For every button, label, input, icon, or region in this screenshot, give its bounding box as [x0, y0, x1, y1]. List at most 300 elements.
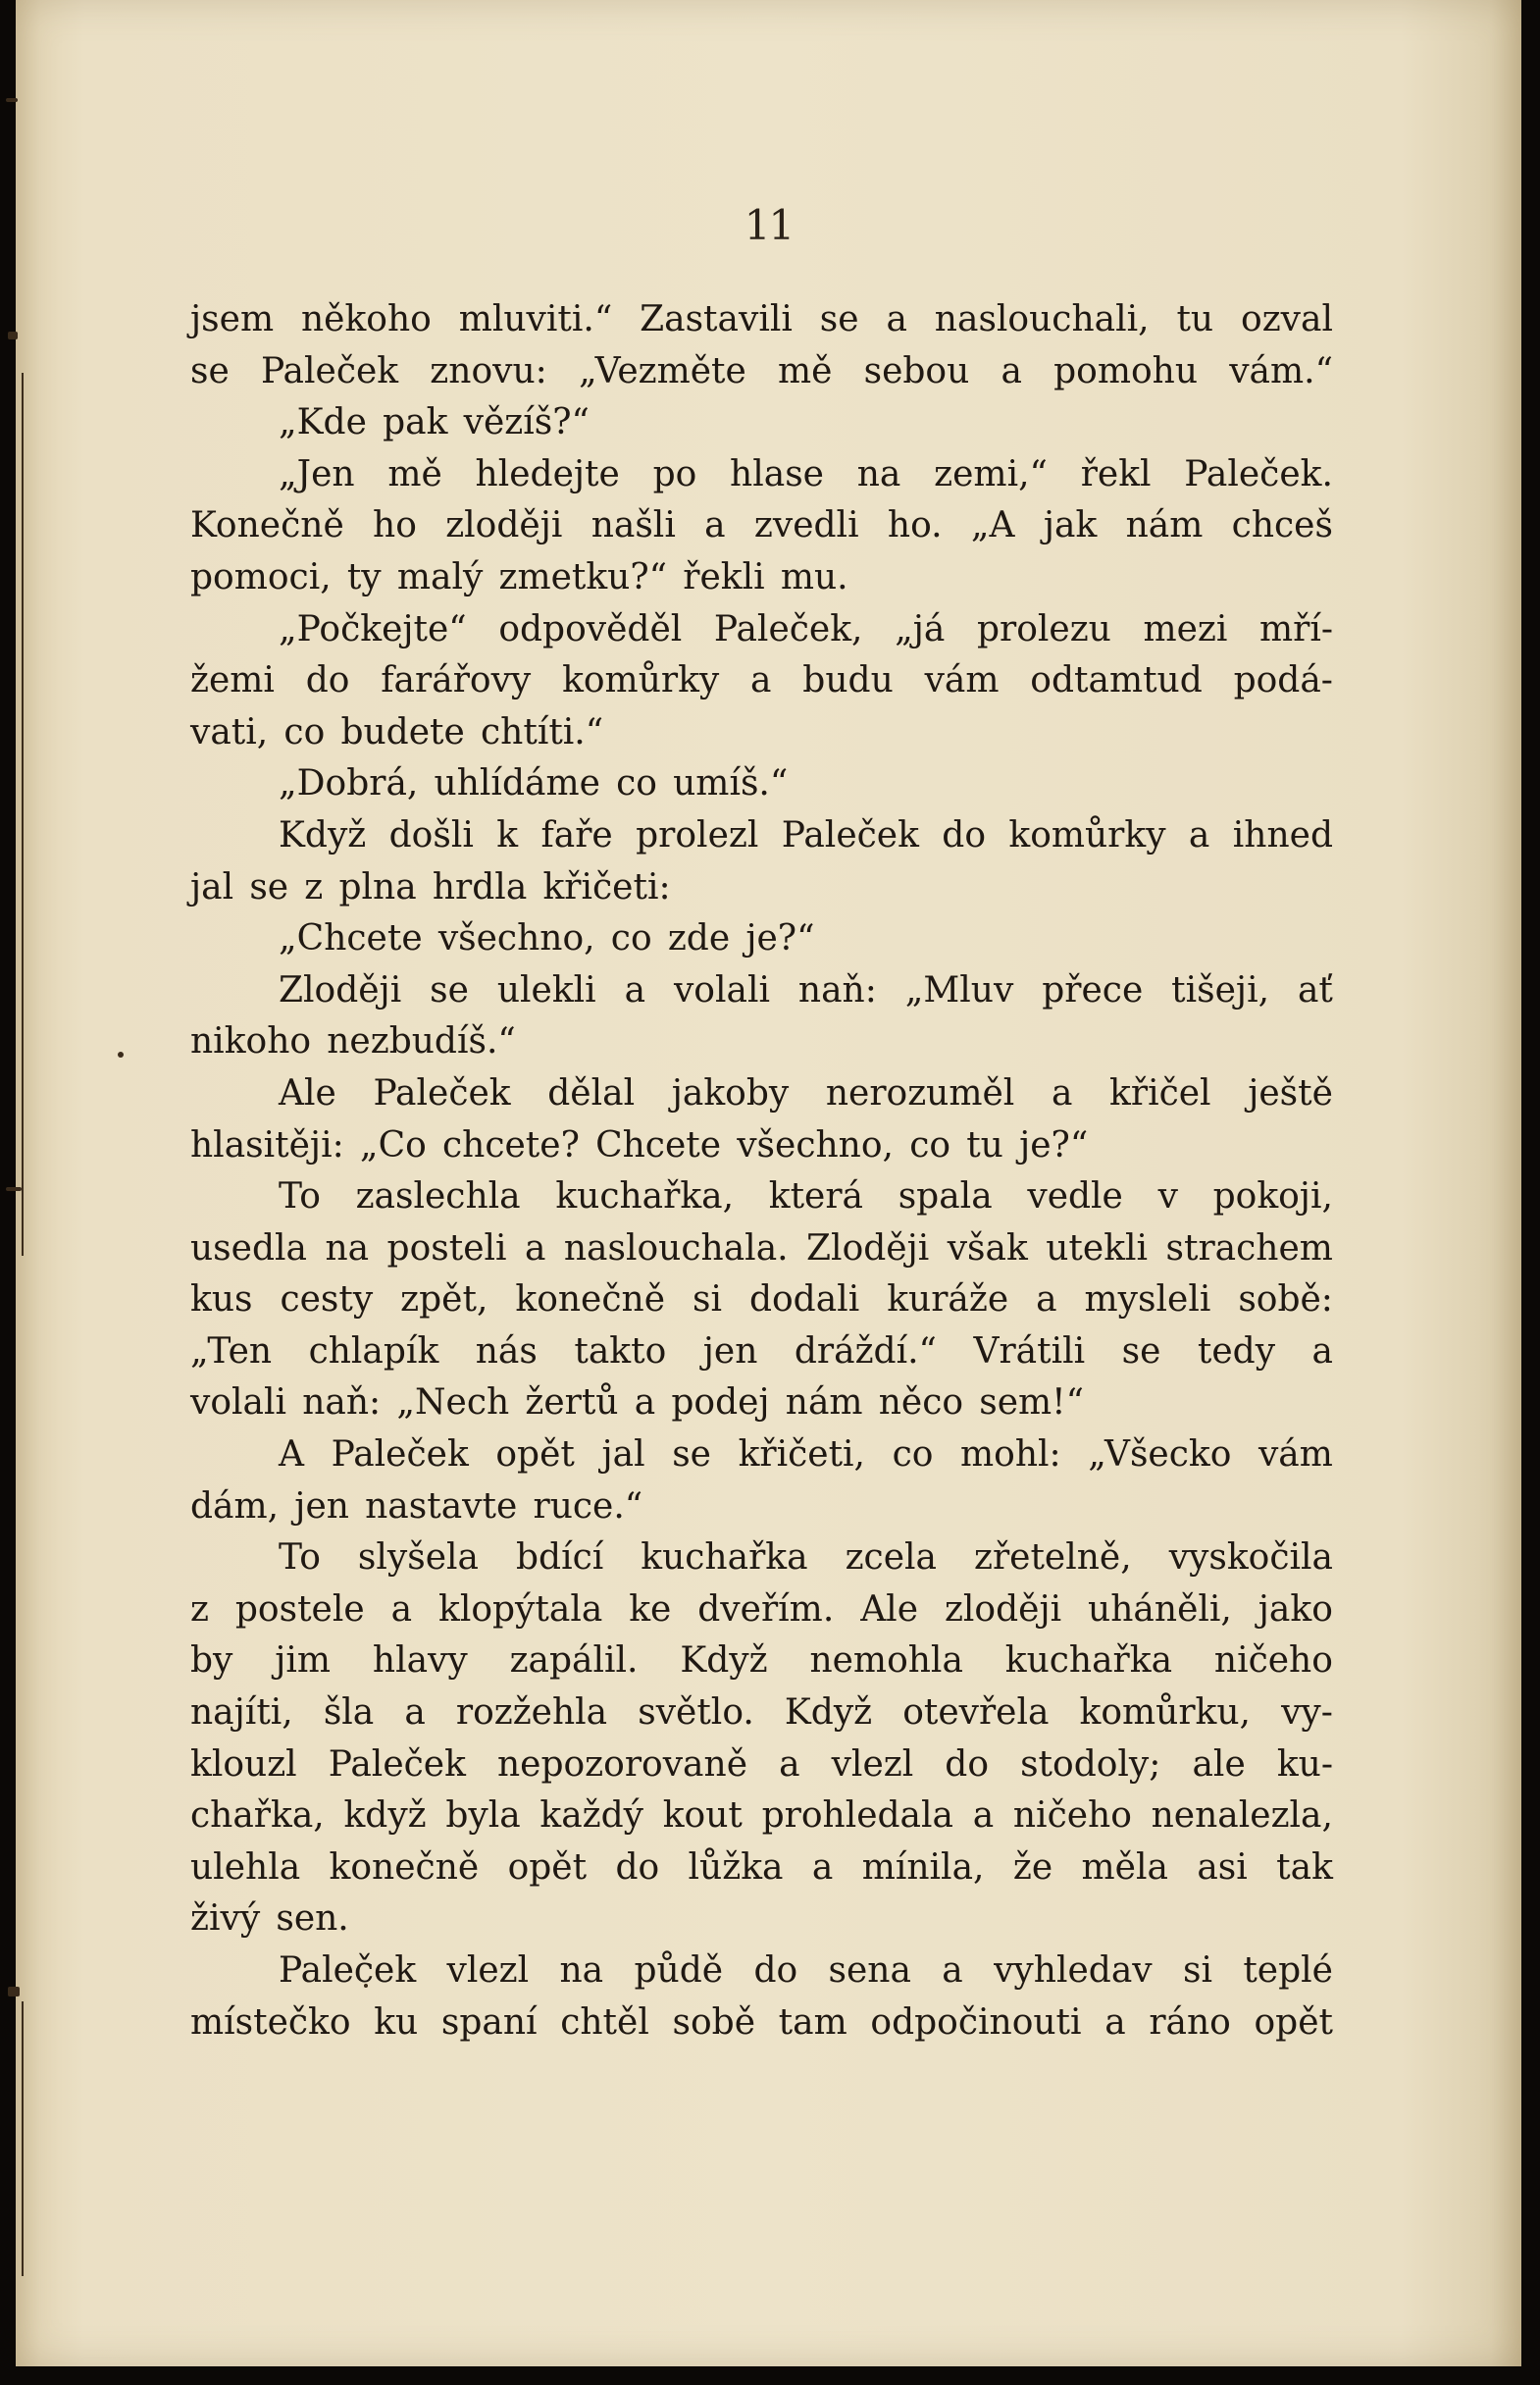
word: prolezl	[636, 814, 759, 855]
word: budu	[802, 660, 894, 701]
word: nenalezla,	[1151, 1795, 1333, 1837]
word: To	[279, 1176, 321, 1218]
text-line	[190, 1068, 1333, 1120]
word: Paleček	[328, 1743, 466, 1785]
book-page	[16, 0, 1521, 2366]
margin-dot	[118, 1052, 124, 1058]
text-line	[190, 1687, 1333, 1739]
word: hlasitěji:	[190, 1124, 344, 1166]
word: volali	[673, 969, 770, 1011]
text-line	[190, 1171, 1333, 1223]
word: kus	[190, 1279, 253, 1321]
word: uháněli,	[1088, 1588, 1232, 1630]
word: nás	[475, 1330, 538, 1372]
word: klopýtala	[438, 1588, 603, 1630]
word: komůrky	[562, 660, 720, 701]
word: farářovy	[381, 660, 532, 701]
word: „Vezměte	[578, 350, 746, 391]
word: nikoho	[190, 1021, 312, 1063]
word: chcete?	[441, 1124, 580, 1166]
word: takto	[574, 1330, 667, 1372]
word: dělal	[547, 1072, 636, 1114]
word: prolezu	[976, 608, 1111, 649]
word: světlo.	[638, 1692, 754, 1734]
word: vlezl	[446, 1950, 530, 1991]
word: by	[190, 1640, 233, 1682]
word: ozval	[1241, 299, 1333, 339]
word: „Mluv	[904, 969, 1014, 1011]
word: vám	[924, 660, 1000, 701]
word: otevřela	[902, 1692, 1050, 1734]
word: ulekli	[496, 969, 596, 1011]
word: a	[750, 660, 772, 701]
word: a	[811, 1846, 834, 1888]
text-line	[190, 1635, 1333, 1687]
text-line	[190, 810, 1333, 862]
word: jako	[1258, 1588, 1333, 1630]
word: něco	[878, 1382, 964, 1424]
text-line	[190, 1326, 1333, 1378]
word: ku-	[1276, 1743, 1333, 1785]
word: Chcete	[595, 1124, 722, 1166]
word: umíš.“	[673, 763, 789, 804]
text-line	[190, 965, 1333, 1017]
word: opět	[1254, 2001, 1333, 2043]
word: ruce.“	[533, 1485, 643, 1527]
word: ho.	[887, 505, 943, 546]
word: co	[283, 711, 326, 752]
page-number: 11	[744, 201, 794, 249]
word: dráždí.“	[794, 1330, 937, 1372]
word: naslouchala.	[563, 1227, 789, 1269]
word: vyhledav	[994, 1950, 1153, 1991]
word: znovu:	[430, 350, 547, 391]
word: vlezl	[831, 1743, 914, 1785]
word: jen	[702, 1330, 758, 1372]
word: hlase	[730, 453, 824, 494]
word: chtěl	[560, 2001, 649, 2043]
word: dveřím.	[697, 1588, 835, 1630]
word: nezbudíš.“	[327, 1021, 516, 1063]
word: Ale	[279, 1072, 336, 1114]
text-line	[190, 1739, 1333, 1791]
word: najíti,	[190, 1692, 293, 1734]
word: spala	[898, 1176, 993, 1218]
word: všechno,	[437, 918, 595, 959]
word: hrdla	[432, 866, 528, 907]
word: slyšela	[357, 1537, 479, 1579]
word: vězíš?“	[463, 402, 590, 443]
word: měla	[1081, 1846, 1168, 1888]
word: zmetku?“	[498, 556, 668, 597]
word: Paleček,	[713, 608, 863, 649]
word: nerozuměl	[825, 1072, 1015, 1114]
word: tam	[778, 2001, 847, 2043]
word: „Počkejte“	[279, 608, 467, 649]
word: tu	[966, 1124, 1003, 1166]
text-line	[190, 1997, 1333, 2049]
word: a	[1104, 2001, 1126, 2043]
word: sobě:	[1238, 1279, 1333, 1321]
word: místečko	[190, 2001, 351, 2043]
word: se	[249, 866, 289, 907]
word: „Kde	[279, 402, 367, 443]
word: Paleček.	[1184, 453, 1333, 494]
word: strachem	[1165, 1227, 1333, 1269]
word: mohl:	[960, 1434, 1061, 1476]
word: zapálil.	[509, 1640, 639, 1682]
word: zloději	[944, 1588, 1062, 1630]
word: mysleli	[1084, 1279, 1211, 1321]
word: ničeho	[1012, 1795, 1132, 1837]
text-line	[190, 1223, 1333, 1275]
word: Zloději	[279, 969, 402, 1011]
word: Vrátili	[973, 1330, 1086, 1372]
word: a	[524, 1227, 546, 1269]
word: vyskočila	[1168, 1537, 1333, 1579]
word: odtamtud	[1030, 660, 1203, 701]
word: lůžka	[688, 1846, 784, 1888]
word: budete	[340, 711, 465, 752]
text-line	[190, 1377, 1333, 1429]
word: sena	[828, 1950, 911, 1991]
word: chařka,	[190, 1795, 325, 1837]
text-line	[190, 346, 1333, 398]
word: podej	[671, 1382, 770, 1424]
text-line	[190, 449, 1333, 501]
word: a	[1051, 1072, 1073, 1114]
word: naň:	[797, 969, 877, 1011]
word: je?“	[745, 918, 815, 959]
word: si	[1182, 1950, 1212, 1991]
word: se	[672, 1434, 711, 1476]
word: chlapík	[308, 1330, 439, 1372]
word: faře	[540, 814, 613, 855]
word: kuchařka,	[555, 1176, 735, 1218]
word: co	[610, 918, 652, 959]
text-line	[190, 1893, 1333, 1945]
word: odpočinouti	[870, 2001, 1082, 2043]
word: Ale	[860, 1588, 919, 1630]
word: kout	[662, 1795, 743, 1837]
word: „Chcete	[279, 918, 423, 959]
word: řekli	[683, 556, 765, 597]
word: žertů	[525, 1382, 619, 1424]
word: Paleček	[373, 1072, 511, 1114]
word: jak	[1043, 505, 1098, 546]
margin-mark	[6, 98, 18, 102]
word: „Dobrá,	[279, 763, 419, 804]
word: „Nech	[396, 1382, 510, 1424]
word: Když	[279, 814, 367, 855]
word: a	[704, 505, 726, 546]
word: mezi	[1143, 608, 1228, 649]
text-line	[190, 1532, 1333, 1584]
text-line	[190, 1016, 1333, 1068]
word: tišeji,	[1171, 969, 1270, 1011]
word: zde	[667, 918, 731, 959]
word: jal	[601, 1434, 645, 1476]
word: v	[1157, 1176, 1178, 1218]
text-line	[190, 1842, 1333, 1894]
word: jsem	[190, 299, 275, 339]
word: vám	[1258, 1434, 1333, 1476]
word: Paleček	[260, 350, 399, 391]
word: jim	[275, 1640, 332, 1682]
word: zcela	[845, 1537, 937, 1579]
word: která	[768, 1176, 864, 1218]
word: se	[430, 969, 469, 1011]
word: dám,	[190, 1485, 280, 1527]
word: prohledala	[761, 1795, 953, 1837]
word: po	[652, 453, 697, 494]
word: se	[819, 299, 859, 339]
word: všechno,	[737, 1124, 894, 1166]
word: k	[496, 814, 519, 855]
word: konečně	[329, 1846, 480, 1888]
word: ještě	[1248, 1072, 1333, 1114]
text-line	[190, 1945, 1333, 1997]
word: „Ten	[190, 1330, 273, 1372]
word: komůrku,	[1079, 1692, 1251, 1734]
text-line	[190, 1584, 1333, 1636]
word: Paleček	[781, 814, 919, 855]
word: ulehla	[190, 1846, 301, 1888]
word: živý	[190, 1898, 261, 1940]
word: pokoji,	[1212, 1176, 1333, 1218]
word: a	[634, 1382, 656, 1424]
word: klouzl	[190, 1743, 297, 1785]
gutter-shadow-line	[22, 373, 24, 1256]
word: co	[892, 1434, 934, 1476]
text-line	[190, 1274, 1333, 1326]
word: bdící	[515, 1537, 604, 1579]
word: ku	[374, 2001, 419, 2043]
word: Paleček	[279, 1950, 417, 1991]
text-line	[190, 1790, 1333, 1842]
word: jakoby	[671, 1072, 790, 1114]
word: pak	[383, 402, 448, 443]
word: si	[692, 1279, 722, 1321]
word: co	[616, 763, 657, 804]
margin-mark	[8, 1987, 20, 1996]
word: ke	[629, 1588, 672, 1630]
word: Když	[784, 1692, 873, 1734]
text-line	[190, 1429, 1333, 1481]
word: Zloději	[806, 1227, 930, 1269]
text-line	[190, 604, 1333, 656]
word: posteli	[386, 1227, 507, 1269]
word: teplé	[1243, 1950, 1333, 1991]
word: řekl	[1080, 453, 1152, 494]
word: jal	[190, 866, 234, 907]
word: do	[305, 660, 350, 701]
word: mě	[387, 453, 442, 494]
word: však	[947, 1227, 1028, 1269]
word: hledejte	[475, 453, 620, 494]
word: Konečně	[190, 505, 344, 546]
word: kuchařka	[1004, 1640, 1173, 1682]
word: došli	[388, 814, 474, 855]
word: „Všecko	[1088, 1434, 1232, 1476]
word: a	[886, 299, 907, 339]
word: Zastavili	[640, 299, 793, 339]
word: zvedli	[753, 505, 859, 546]
word: sebou	[863, 350, 970, 391]
gutter-shadow-line-lower	[22, 2001, 24, 2276]
text-line	[190, 1120, 1333, 1172]
word: ale	[1192, 1743, 1246, 1785]
word: Paleček	[331, 1434, 469, 1476]
word: byla	[445, 1795, 521, 1837]
word: z	[304, 866, 324, 907]
word: a	[404, 1692, 426, 1734]
word: mu.	[780, 556, 848, 597]
word: a	[942, 1950, 963, 1991]
word: sen.	[276, 1898, 349, 1940]
word: zřetelně,	[973, 1537, 1132, 1579]
word: nepozorovaně	[496, 1743, 747, 1785]
word: chceš	[1231, 505, 1333, 546]
word: mě	[777, 350, 833, 391]
word: půdě	[634, 1950, 724, 1991]
word: A	[279, 1434, 304, 1476]
text-line	[190, 552, 1333, 604]
word: nastavte	[365, 1485, 518, 1527]
word: mří-	[1258, 608, 1333, 649]
word: asi	[1197, 1846, 1248, 1888]
word: se	[190, 350, 230, 391]
word: ať	[1297, 969, 1333, 1011]
word: usedla	[190, 1227, 307, 1269]
word: kuráže	[887, 1279, 1009, 1321]
word: utekli	[1046, 1227, 1149, 1269]
word: nemohla	[809, 1640, 963, 1682]
word: žemi	[190, 660, 275, 701]
word: zaslechla	[355, 1176, 521, 1218]
body-text	[190, 294, 1333, 2048]
word: každý	[539, 1795, 644, 1837]
word: někoho	[300, 299, 432, 339]
word: do	[942, 814, 986, 855]
word: nám	[785, 1382, 863, 1424]
text-line	[190, 707, 1333, 759]
word: když	[343, 1795, 427, 1837]
word: pomoci,	[190, 556, 332, 597]
word: jen	[294, 1485, 349, 1527]
word: kuchařka	[641, 1537, 808, 1579]
word: naň:	[302, 1382, 382, 1424]
word: co	[909, 1124, 951, 1166]
word: mluviti.“	[458, 299, 613, 339]
word: tak	[1276, 1846, 1333, 1888]
word: vám.“	[1229, 350, 1333, 391]
word: je?“	[1019, 1124, 1089, 1166]
word: uhlídáme	[434, 763, 600, 804]
word: hlavy	[372, 1640, 468, 1682]
word: že	[1012, 1846, 1053, 1888]
word: do	[753, 1950, 798, 1991]
text-line	[190, 913, 1333, 965]
text-line	[190, 862, 1333, 914]
word: do	[615, 1846, 660, 1888]
word: křičel	[1109, 1072, 1211, 1114]
word: a	[390, 1588, 413, 1630]
word: šla	[323, 1692, 375, 1734]
word: a	[1001, 350, 1022, 391]
text-line	[190, 655, 1333, 707]
word: křičeti,	[738, 1434, 865, 1476]
word: „já	[895, 608, 946, 649]
word: postele	[234, 1588, 365, 1630]
word: sobě	[672, 2001, 755, 2043]
word: a	[972, 1795, 995, 1837]
word: zemi,“	[934, 453, 1048, 494]
text-line	[190, 1481, 1333, 1533]
word: mínila,	[861, 1846, 985, 1888]
word: na	[856, 453, 901, 494]
word: ihned	[1232, 814, 1333, 855]
text-line	[190, 294, 1333, 346]
word: tedy	[1197, 1330, 1276, 1372]
word: naslouchali,	[934, 299, 1150, 339]
word: a	[1311, 1330, 1333, 1372]
margin-mark	[8, 332, 18, 339]
word: opět	[507, 1846, 588, 1888]
word: zpět,	[400, 1279, 488, 1321]
word: ráno	[1149, 2001, 1231, 2043]
word: volali	[190, 1382, 287, 1424]
word: stodoly;	[1020, 1743, 1161, 1785]
word: vy-	[1281, 1692, 1333, 1734]
word: na	[559, 1950, 604, 1991]
word: na	[325, 1227, 370, 1269]
word: odpověděl	[498, 608, 683, 649]
text-line	[190, 758, 1333, 810]
word: malý	[396, 556, 484, 597]
word: komůrky	[1008, 814, 1166, 855]
word: ho	[373, 505, 417, 546]
word: „A	[970, 505, 1015, 546]
word: a	[624, 969, 646, 1011]
word: našli	[590, 505, 676, 546]
word: vedle	[1027, 1176, 1123, 1218]
word: sem!“	[979, 1382, 1085, 1424]
word: pomohu	[1053, 350, 1199, 391]
word: tu	[1176, 299, 1214, 339]
word: dodali	[748, 1279, 860, 1321]
word: ničeho	[1213, 1640, 1333, 1682]
word: plna	[338, 866, 417, 907]
word: „Jen	[279, 453, 355, 494]
word: do	[945, 1743, 990, 1785]
word: podá-	[1233, 660, 1333, 701]
word: „Co	[359, 1124, 427, 1166]
word: spaní	[440, 2001, 538, 2043]
word: křičeti:	[542, 866, 671, 907]
word: přece	[1042, 969, 1144, 1011]
word: cesty	[280, 1279, 374, 1321]
word: opět	[495, 1434, 575, 1476]
word: vati,	[190, 711, 269, 752]
word: a	[1188, 814, 1210, 855]
word: nám	[1125, 505, 1204, 546]
word: zloději	[445, 505, 563, 546]
text-line	[190, 500, 1333, 552]
word: a	[779, 1743, 800, 1785]
word: rozžehla	[455, 1692, 608, 1734]
word: ty	[346, 556, 382, 597]
